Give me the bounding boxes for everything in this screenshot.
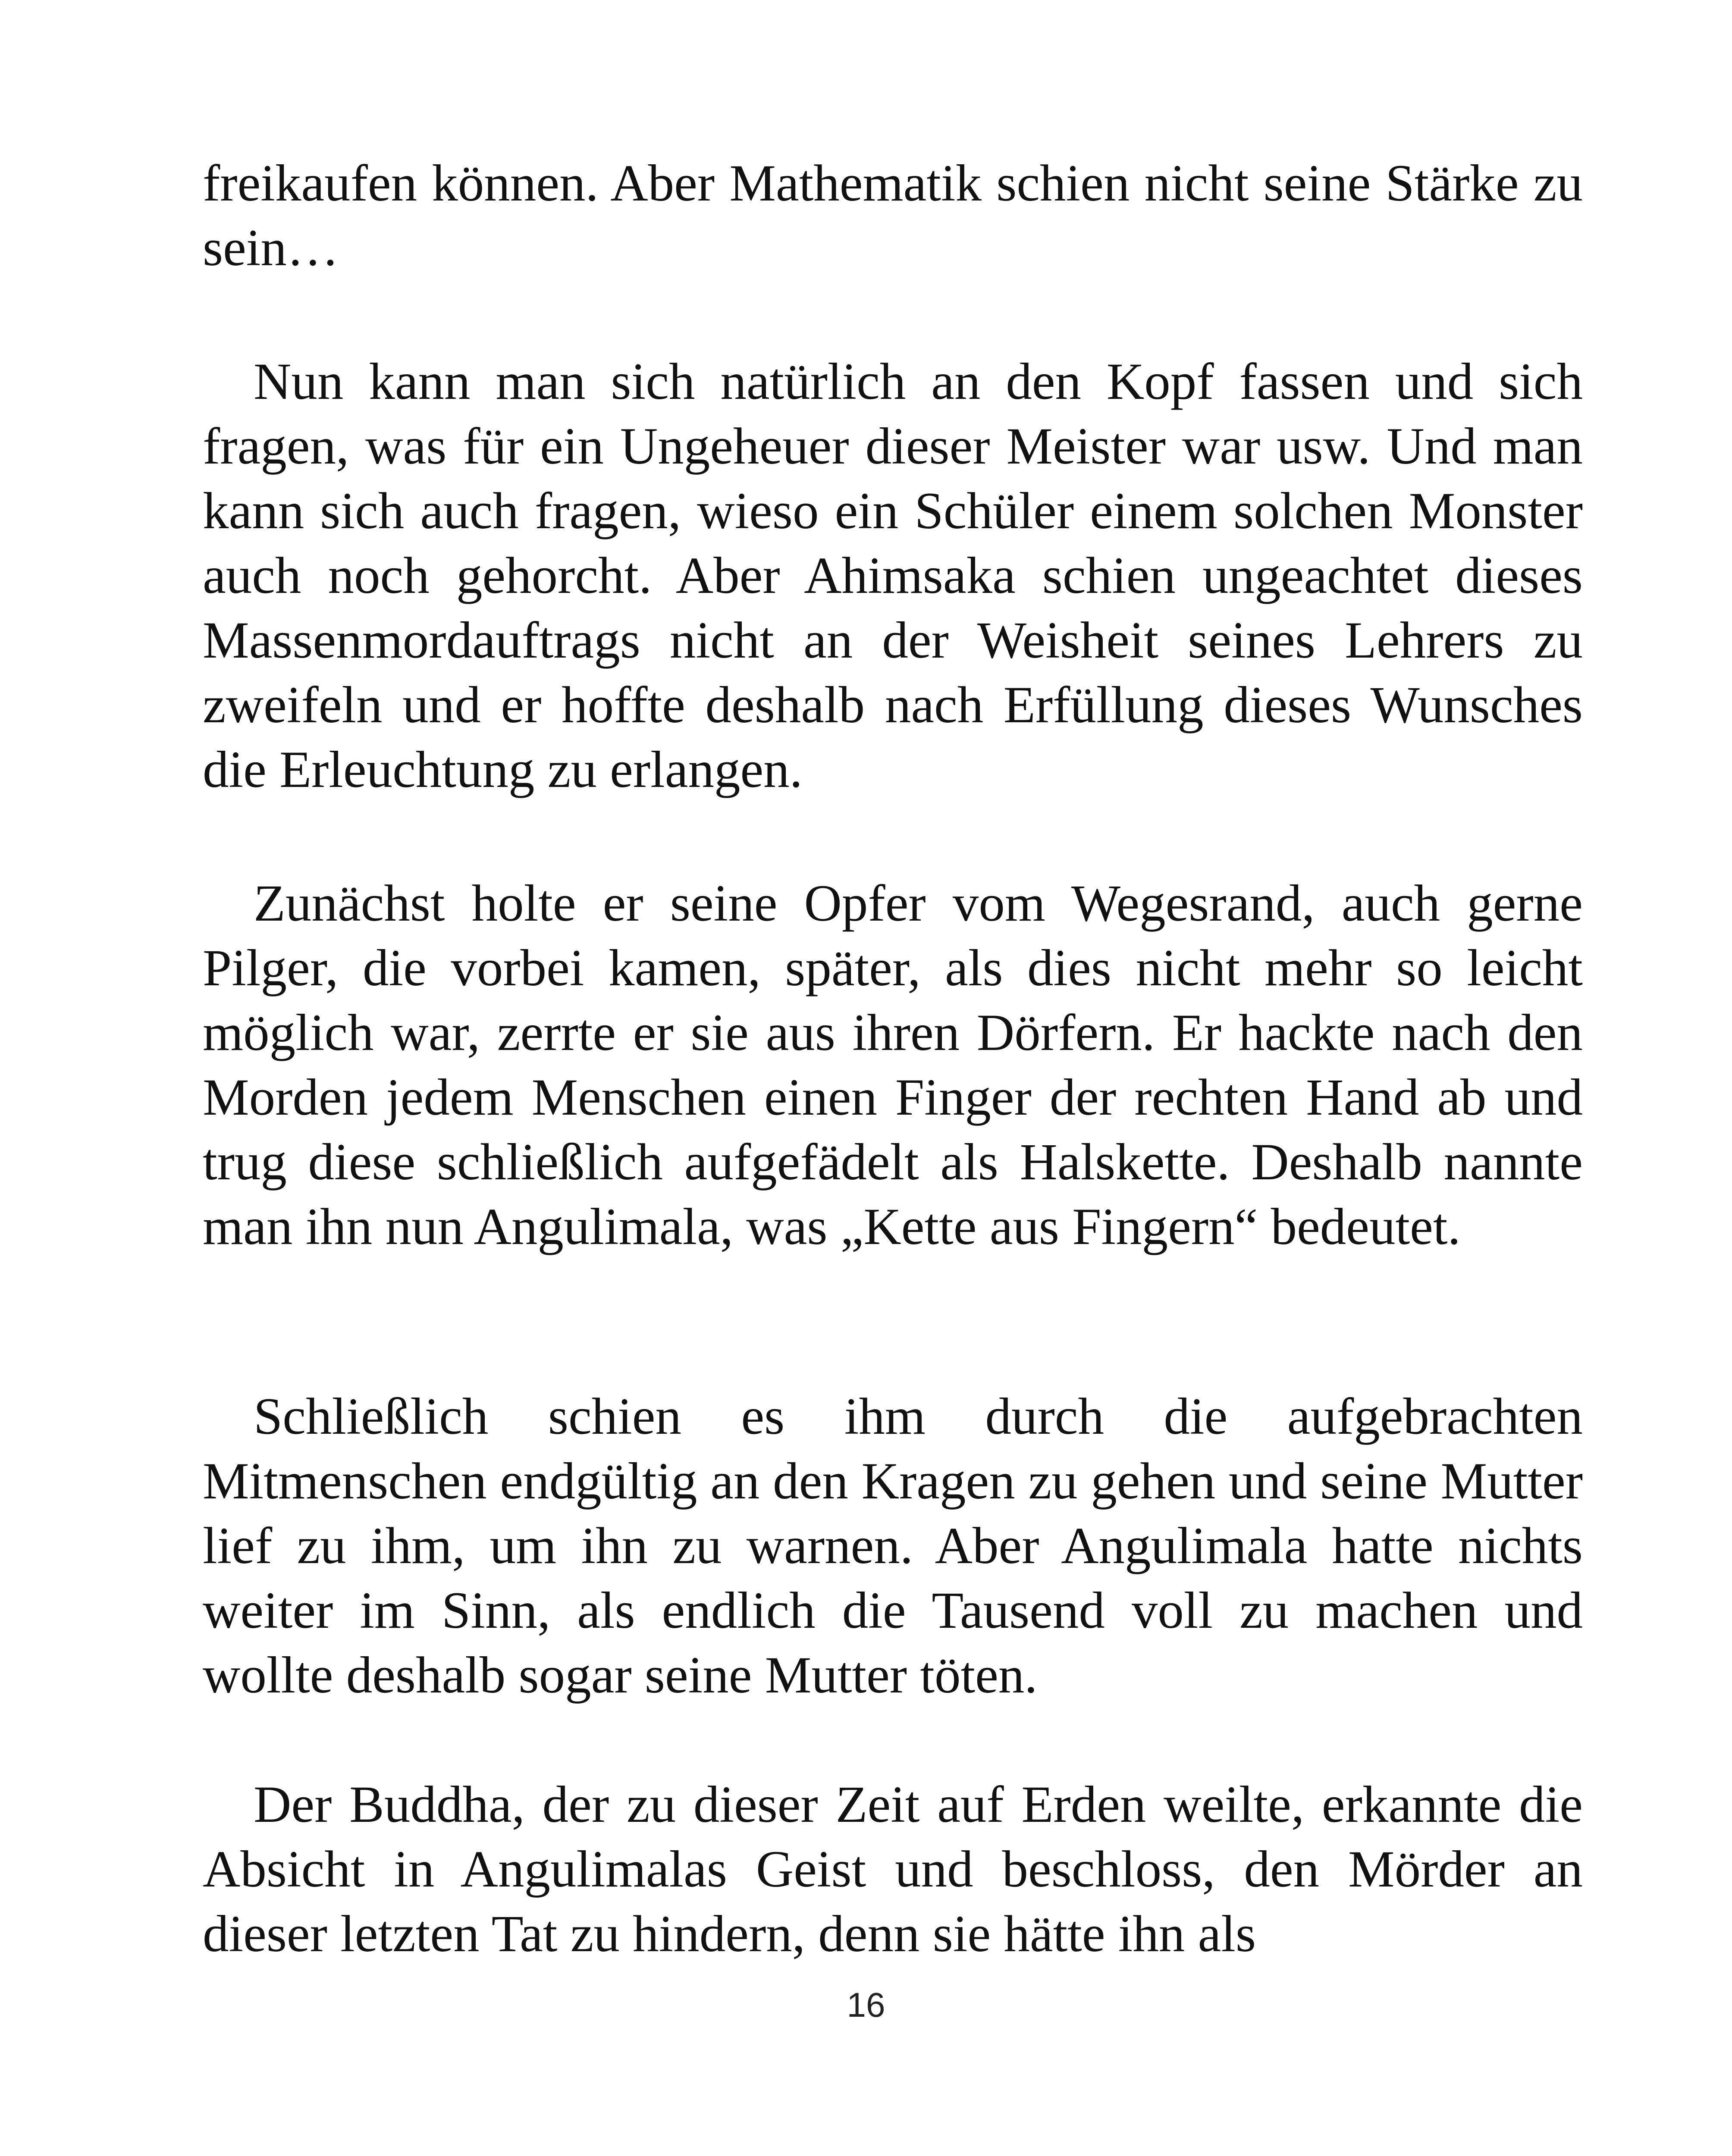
paragraph-continuation xyxy=(203,151,1583,280)
paragraph-3 xyxy=(203,871,1583,1259)
paragraph-5 xyxy=(203,1772,1583,1966)
page-number: 16 xyxy=(847,1986,885,2024)
paragraph: freikaufen können. Aber Mathematik schien nicht seine Stärke zu sein… xyxy=(203,154,1583,277)
paragraph: Zunächst holte er seine Opfer vom Wegesrand, auch gerne Pilger, die vorbei kamen, später, als dies nicht mehr so leicht möglich war, zerrte er sie aus ihren Dörfern. Er hackte nach den Morden jedem Menschen einen Finger der rechten Hand ab und trug diese schließlich aufgefädelt als Halskette. Deshalb nannte man ihn nun Angulimala, was „Kette aus Fingern“ bedeutet. xyxy=(203,874,1583,1256)
paragraph: Der Buddha, der zu dieser Zeit auf Erden weilte, erkannte die Absicht in Angulimalas Geist und beschloss, den Mörder an dieser letzten Tat zu hindern, denn sie hätte ihn als xyxy=(203,1776,1583,1963)
paragraph-4 xyxy=(203,1384,1583,1708)
paragraph: Schließlich schien es ihm durch die aufgebrachten Mitmenschen endgültig an den Kragen zu gehen und seine Mutter lief zu ihm, um ihn zu warnen. Aber Angulimala hatte nichts weiter im Sinn, als endlich die Tausend voll zu machen und wollte deshalb sogar seine Mutter töten. xyxy=(203,1388,1583,1704)
paragraph-2 xyxy=(203,349,1583,802)
paragraph: Nun kann man sich natürlich an den Kopf fassen und sich fragen, was für ein Ungeheuer dieser Meister war usw. Und man kann sich auch fragen, wieso ein Schüler einem solchen Monster auch noch gehorcht. Aber Ahimsaka schien ungeachtet dieses Massenmordauftrags nicht an der Weisheit seines Lehrers zu zweifeln und er hoffte deshalb nach Erfüllung dieses Wunsches die Erleuchtung zu erlangen. xyxy=(203,353,1583,799)
